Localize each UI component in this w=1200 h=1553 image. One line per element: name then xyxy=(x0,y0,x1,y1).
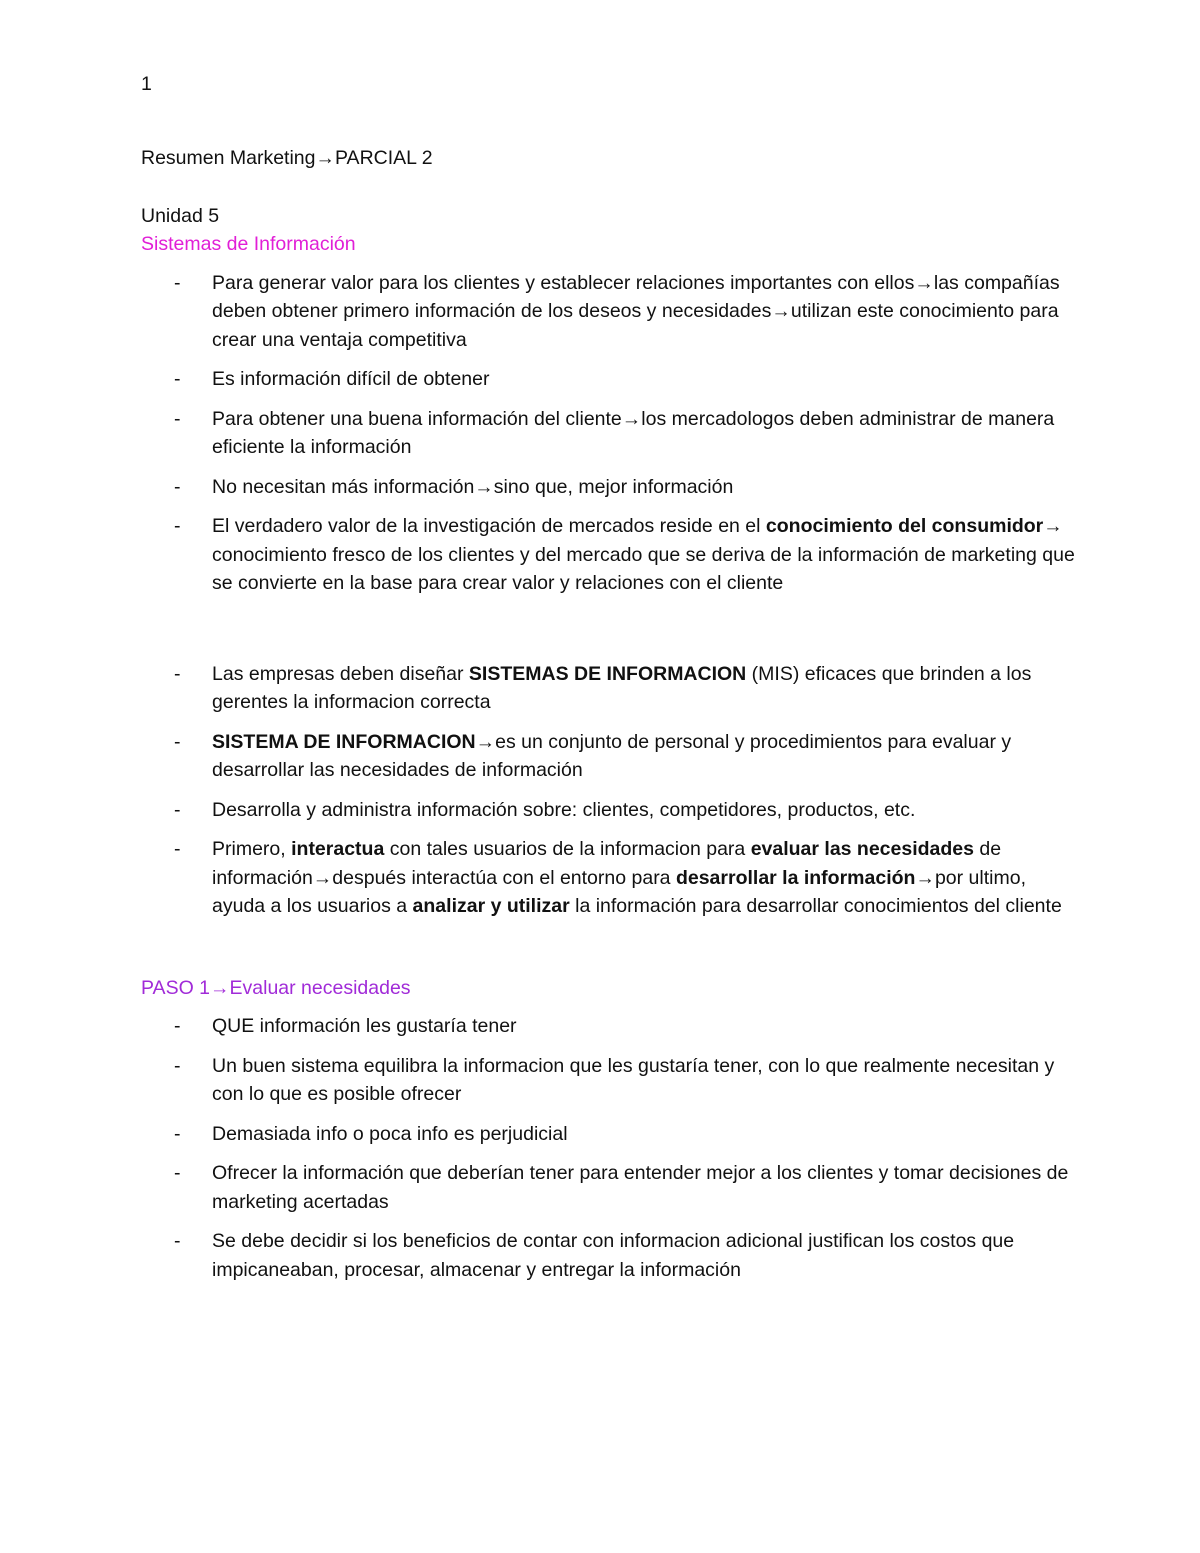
list-item xyxy=(141,1159,1081,1216)
bullet-text: Ofrecer la información que deberían tener para entender mejor a los clientes y tomar decisiones de marketing acertadas xyxy=(212,1162,1069,1213)
document-page xyxy=(141,70,1081,1295)
bullet-text: Para generar valor para los clientes y establecer relaciones importantes con ellos xyxy=(212,271,915,294)
bullet-list-1 xyxy=(141,269,1081,598)
arrow-icon: → xyxy=(914,271,934,294)
bullet-text: Demasiada info o poca info es perjudicial xyxy=(212,1122,568,1145)
bold-term: desarrollar la información xyxy=(675,866,916,889)
bold-term: interactua xyxy=(291,838,385,860)
list-item xyxy=(141,405,1081,462)
bold-term: conocimiento del consumidor xyxy=(765,515,1044,537)
arrow-icon: → xyxy=(475,730,496,753)
list-item xyxy=(141,796,1081,825)
bullet-text: de información xyxy=(212,838,1002,889)
list-item xyxy=(141,1227,1081,1284)
list-item xyxy=(141,728,1081,785)
document-title xyxy=(141,144,1081,173)
bullet-text: después interactúa con el entorno para xyxy=(332,866,676,889)
arrow-icon: → xyxy=(312,866,333,889)
list-item xyxy=(141,512,1081,598)
bullet-text: No necesitan más información xyxy=(212,475,475,498)
bullet-text: El verdadero valor de la investigación de mercados reside en el xyxy=(212,515,766,537)
list-item xyxy=(141,1120,1081,1149)
bullet-text: es un conjunto de personal y procedimientos para evaluar y desarrollar las necesidades de información xyxy=(212,730,1012,781)
bullet-text: sino que, mejor información xyxy=(493,475,734,498)
bullet-text: conocimiento fresco de los clientes y del mercado que se deriva de la información de marketing que se convierte en la base para crear valor y relaciones con el cliente xyxy=(212,543,1075,594)
arrow-icon: → xyxy=(474,475,494,498)
bullet-text: (MIS) eficaces que brinden a los gerentes la informacion correcta xyxy=(212,662,1032,713)
bullet-text: Se debe decidir si los beneficios de contar con informacion adicional justifican los costos que impicaneaban, procesar, almacenar y entregar la información xyxy=(212,1230,1015,1281)
arrow-icon: → xyxy=(315,147,335,169)
bullet-text: Es información difícil de obtener xyxy=(212,368,490,390)
title-right: PARCIAL 2 xyxy=(335,147,433,169)
list-item xyxy=(141,269,1081,355)
bold-term: SISTEMA DE INFORMACION xyxy=(212,730,476,753)
list-item xyxy=(141,473,1081,502)
bullet-text: Un buen sistema equilibra la informacion que les gustaría tener, con lo que realmente necesitan y con lo que es posible ofrecer xyxy=(212,1054,1055,1105)
spacer xyxy=(141,609,1081,660)
list-item xyxy=(141,1012,1081,1041)
arrow-icon: → xyxy=(915,866,935,889)
arrow-icon: → xyxy=(210,976,230,999)
bullet-list-2 xyxy=(141,660,1081,921)
arrow-icon: → xyxy=(1043,515,1063,537)
bullet-text: las compañías deben obtener primero información de los deseos y necesidades xyxy=(212,271,1060,322)
bullet-text: utilizan este conocimiento para crear una ventaja competitiva xyxy=(212,300,1059,351)
bold-term: evaluar las necesidades xyxy=(750,838,974,860)
list-item xyxy=(141,660,1081,717)
bullet-text: Las empresas deben diseñar xyxy=(212,662,469,685)
bullet-text: Primero, xyxy=(212,838,292,860)
bold-term: analizar y utilizar xyxy=(412,895,570,917)
arrow-icon: → xyxy=(771,300,791,322)
title-left: Resumen Marketing xyxy=(141,147,316,169)
bullet-text: por ultimo, ayuda a los usuarios a xyxy=(212,866,1026,917)
paso-label: PASO 1 xyxy=(141,976,211,999)
list-item xyxy=(141,1052,1081,1109)
bold-term: SISTEMAS DE INFORMACION xyxy=(468,662,747,685)
list-item xyxy=(141,365,1081,394)
bullet-text: Para obtener una buena información del cliente xyxy=(212,407,622,430)
bullet-text: la información para desarrollar conocimientos del cliente xyxy=(569,895,1062,917)
page-number: 1 xyxy=(141,73,152,95)
bullet-list-3 xyxy=(141,1012,1081,1284)
list-item xyxy=(141,835,1081,921)
bullet-text: Desarrolla y administra información sobre: clientes, competidores, productos, etc. xyxy=(212,798,916,821)
bullet-text: QUE información les gustaría tener xyxy=(212,1015,517,1037)
bullet-text: los mercadologos deben administrar de manera eficiente la información xyxy=(212,407,1055,458)
unit-heading: Unidad 5 xyxy=(141,204,220,227)
section-title-sistemas: Sistemas de Información xyxy=(141,233,356,255)
bullet-text: con tales usuarios de la informacion para xyxy=(384,838,751,860)
arrow-icon: → xyxy=(621,407,642,430)
section-title-paso-1 xyxy=(141,974,1081,1003)
paso-heading-text: Evaluar necesidades xyxy=(229,976,411,999)
